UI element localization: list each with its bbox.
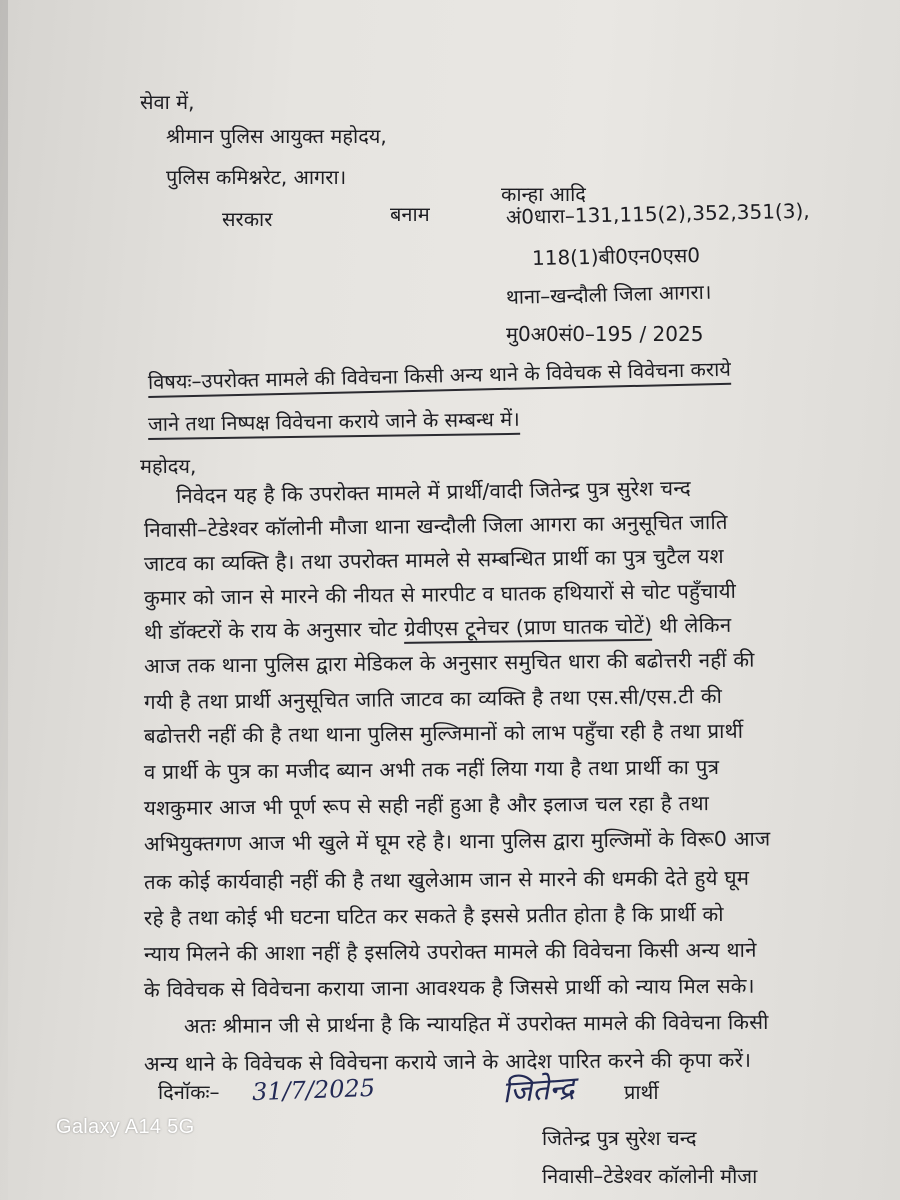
subject-line2: जाने तथा निष्पक्ष विवेचना कराये जाने के सम्बन्ध में। [148, 405, 520, 440]
camera-watermark: Galaxy A14 5G [56, 1116, 195, 1138]
body-line: निवासी–टेडेश्वर कॉलोनी मौजा थाना खन्दौली जिला आगरा का अनुसूचित जाति [143, 509, 728, 542]
date-label: दिनॉकः– [158, 1080, 220, 1104]
subject-block [147, 356, 818, 436]
body-line: आज तक थाना पुलिस द्वारा मेडिकल के अनुसार समुचित धारा की बढोत्तरी नहीं की [143, 647, 755, 678]
sections-line2: 118(1)बी0एन0एस0 [531, 243, 701, 270]
date-handwritten: 31/7/2025 [251, 1073, 376, 1107]
injury-description: ग्रेवीएस टूनेचर (प्राण घातक चोटें) [404, 614, 652, 644]
addressee-line2: पुलिस कमिश्नरेट, आगरा। [166, 165, 347, 189]
prayer-line2: अन्य थाने के विवेचक से विवेचना कराये जाने के आदेश पारित करने की कृपा करें। [143, 1047, 752, 1076]
party-accused: कान्हा आदि [501, 182, 586, 206]
signature: जितेन्द्र [501, 1070, 576, 1111]
addressee-line1: श्रीमान पुलिस आयुक्त महोदय, [166, 124, 387, 148]
greeting: महोदय, [140, 454, 197, 478]
body-line-injury-end: थी लेकिन [652, 612, 732, 638]
applicant-label: प्रार्थी [624, 1080, 659, 1104]
case-number: मु0अ0सं0–195 / 2025 [506, 322, 704, 346]
body-line-injury [144, 611, 732, 646]
body-line: गयी है तथा प्रार्थी अनुसूचित जाति जाटव का व्यक्ति है तथा एस.सी/एस.टी की [143, 683, 723, 714]
body-line: अभियुक्तगण आज भी खुले में घूम रहे है। थाना पुलिस द्वारा मुल्जिमों के विरू0 आज [143, 826, 771, 856]
body-line: निवेदन यह है कि उपरोक्त मामले में प्रार्थी/वादी जितेन्द्र पुत्र सुरेश चन्द [175, 475, 692, 508]
body-line: कुमार को जान से मारने की नीयत से मारपीट व घातक हथियारों से चोट पहुँचायी [143, 578, 737, 610]
applicant-name: जितेन्द्र पुत्र सुरेश चन्द [542, 1126, 697, 1150]
body-line: यशकुमार आज भी पूर्ण रूप से सही नहीं हुआ है और इलाज चल रहा है तथा [143, 791, 710, 820]
body-line: तक कोई कार्यवाही नहीं की है तथा खुलेआम जान से मारने की धमकी देते हुये घूम [143, 865, 750, 894]
body-line: रहे है तथा कोई भी घटना घटित कर सकते है इससे प्रतीत होता है कि प्रार्थी को [143, 901, 724, 930]
party-government: सरकार [222, 207, 273, 231]
body-line-injury-start: थी डॉक्टरों के राय के अनुसार चोट [143, 616, 405, 644]
prayer-line1: अतः श्रीमान जी से प्रार्थना है कि न्यायहित में उपरोक्त मामले की विवेचना किसी [183, 1009, 769, 1038]
letter-page [8, 0, 900, 1200]
body-line: न्याय मिलने की आशा नहीं है इसलिये उपरोक्त मामले की विवेचना किसी अन्य थाने [143, 937, 757, 966]
police-station: थाना–खन्दौली जिला आगरा। [505, 279, 712, 309]
party-versus: बनाम [390, 202, 430, 226]
sections-line1: अं0धारा–131,115(2),352,351(3), [505, 198, 810, 229]
body-line: व प्रार्थी के पुत्र का मजीद ब्यान अभी तक नहीं लिया गया है तथा प्रार्थी का पुत्र [143, 754, 720, 784]
body-line: जाटव का व्यक्ति है। तथा उपरोक्त मामले से सम्बन्धित प्रार्थी का पुत्र चुटैल यश [143, 543, 724, 576]
body-line: बढोत्तरी नहीं की है तथा थाना पुलिस मुल्जिमानों को लाभ पहुँचा रही है तथा प्रार्थी [143, 718, 744, 748]
body-line: के विवेचक से विवेचना कराया जाना आवश्यक है जिससे प्रार्थी को न्याय मिल सके। [143, 973, 755, 1002]
subject-line1: विषयः–उपरोक्त मामले की विवेचना किसी अन्य थाने के विवेचक से विवेचना कराये [148, 355, 732, 398]
applicant-address: निवासी–टेडेश्वर कॉलोनी मौजा [542, 1164, 758, 1188]
salutation-to: सेवा में, [140, 90, 195, 114]
